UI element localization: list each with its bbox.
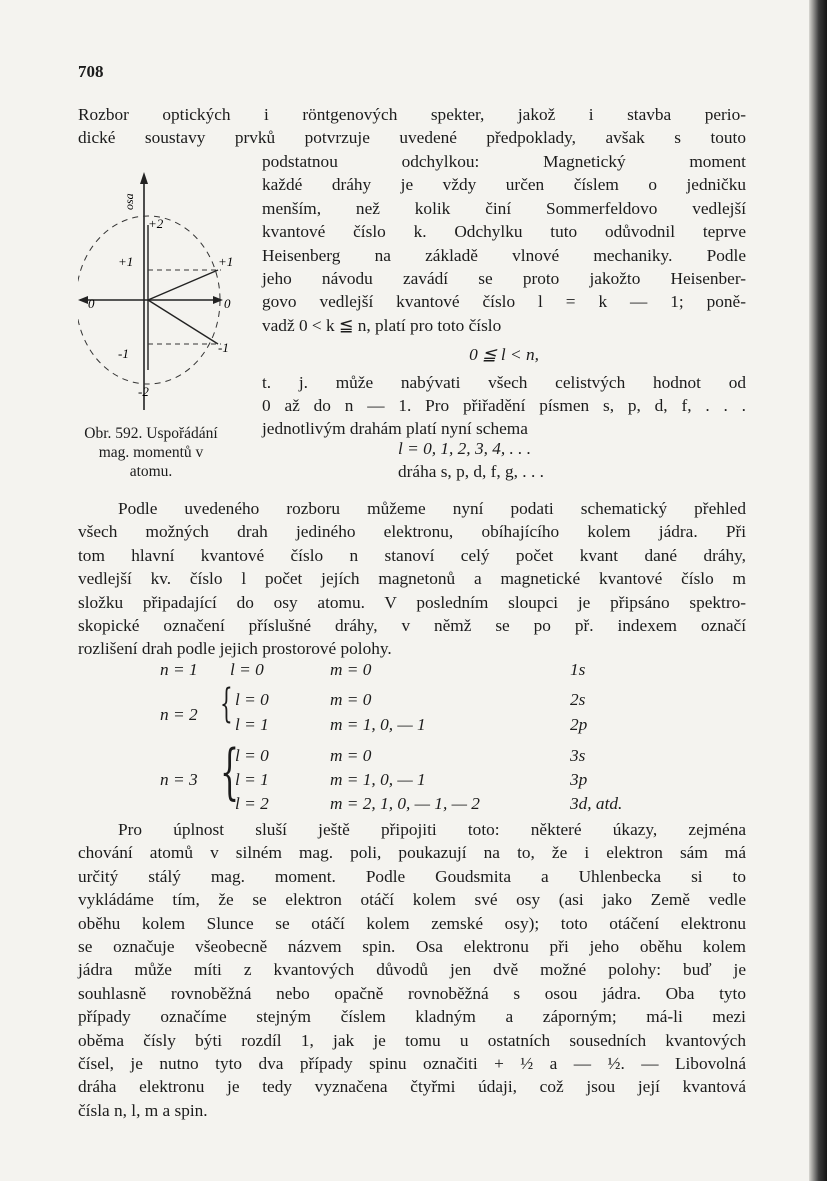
table-cell-l: l = 1 <box>235 770 269 789</box>
table-cell-l: l = 0 <box>235 746 269 765</box>
para-line: skopické označení příslušné dráhy, v němž se po př. indexem označí <box>78 616 746 636</box>
table-cell-m: m = 2, 1, 0, — 1, — 2 <box>330 794 480 813</box>
formula-l-range: 0 ≦ l < n, <box>469 345 539 365</box>
para-line: rozlišení drah podle jejich prostorové polohy. <box>78 639 392 659</box>
right-line: t. j. může nabývati všech celistvých hodnot od <box>262 372 746 392</box>
brace-n2: { <box>220 681 233 727</box>
table-cell-l: l = 0 <box>230 660 264 679</box>
table-cell-l: l = 2 <box>235 794 269 813</box>
figure-caption: Obr. 592. Uspořádání mag. momentů v atomu. <box>84 425 218 480</box>
vector-plus1 <box>148 270 218 300</box>
para-line: jádra může míti z kvantových důvodů jen dvě možné polohy: buď je <box>78 960 746 980</box>
schema-line-orbit: dráha s, p, d, f, g, . . . <box>398 462 544 482</box>
table-cell-orbit: 2s <box>570 690 586 709</box>
para-line: se označuje všeobecně názvem spin. Osa elektronu při jeho oběhu kolem <box>78 937 746 957</box>
table-cell-orbit: 1s <box>570 660 586 679</box>
right-line: 0 až do n — 1. Pro přiřadění písmen s, p, d, f, . . . <box>262 396 746 416</box>
table-cell-m: m = 1, 0, — 1 <box>330 770 426 789</box>
right-line: Heisenberg na základě vlnové mechaniky. Podle <box>262 245 746 265</box>
para-line: určitý stálý mag. moment. Podle Goudsmita a Uhlenbecka si to <box>78 866 746 886</box>
axis-label: osa <box>122 193 136 210</box>
schema-block <box>398 437 544 484</box>
para-line: oběma čísly býti rozdíl 1, jak je tomu u ostatních sousedních kvantových <box>78 1030 746 1050</box>
right-line: podstatnou odchylkou: Magnetický moment <box>262 152 746 171</box>
table-cell-m: m = 0 <box>330 690 372 709</box>
right-line: každé dráhy je vždy určen číslem o jedničku <box>262 175 746 195</box>
para-line: chování atomů v silném mag. poli, poukazují na to, že i elektron sám má <box>78 843 746 863</box>
table-cell-m: m = 0 <box>330 660 372 679</box>
right-line: govo vedlejší kvantové číslo l = k — 1; poně- <box>262 292 746 312</box>
label-minus1-left: -1 <box>118 346 129 361</box>
table-cell-orbit: 2p <box>570 715 588 734</box>
para-line: případy označíme stejným číslem kladným a záporným; má-li mezi <box>78 1007 746 1027</box>
para-line: složku připadající do osy atomu. V posledním sloupci je připsáno spektro- <box>78 592 746 612</box>
right-arrow-icon <box>213 296 223 304</box>
table-cell-l: l = 0 <box>235 690 269 709</box>
spin-paragraph <box>78 818 746 1122</box>
label-minus1-right: -1 <box>218 340 229 355</box>
table-cell-n: n = 3 <box>160 770 198 789</box>
right-line: kvantové číslo k. Odchylku tuto odůvodnil teprve <box>262 222 746 242</box>
para-line: všech možných drah jediného elektronu, obíhajícího kolem jádra. Při <box>78 522 746 542</box>
right-line: jednotlivým drahám platí nyní schema <box>262 419 528 439</box>
para-line: vykládáme tím, že se elektron otáčí kolem své osy (asi jako Země vedle <box>78 890 746 910</box>
table-cell-orbit: 3p <box>570 770 588 789</box>
label-zero-left: 0 <box>88 296 95 311</box>
label-plus2: +2 <box>148 216 164 231</box>
para-line: čísel, je nutno tyto dva případy spinu označiti + ½ a — ½. — Libovolná <box>78 1054 746 1074</box>
brace-n3: { <box>220 737 240 807</box>
label-plus1-right: +1 <box>218 254 234 269</box>
table-cell-n: n = 1 <box>160 660 198 679</box>
para-line: čísla n, l, m a spin. <box>78 1100 208 1120</box>
axis-arrow-icon <box>140 172 148 184</box>
intro-line: Rozbor optických i röntgenových spekter, jakož i stavba perio- <box>78 105 746 124</box>
para-line: Podle uvedeného rozboru můžeme nyní podati schematický přehled <box>118 499 746 518</box>
table-cell-l: l = 1 <box>235 715 269 734</box>
table-cell-m: m = 1, 0, — 1 <box>330 715 426 734</box>
para-line: oběhu kolem Slunce se otáčí kolem zemské osy); toto otáčení elektronu <box>78 913 746 933</box>
table-cell-orbit: 3s <box>570 746 586 765</box>
right-line: menším, než kolik činí Sommerfeldovo vedlejší <box>262 198 746 218</box>
magnetic-moment-diagram <box>78 170 258 420</box>
vector-minus1 <box>148 300 218 344</box>
para-line: vedlejší kv. číslo l počet jejích magnetonů a magnetické kvantové číslo m <box>78 569 746 589</box>
para-line: Pro úplnost sluší ještě připojiti toto: některé úkazy, zejména <box>118 820 746 839</box>
table-cell-n: n = 2 <box>160 705 198 724</box>
intro-paragraph <box>78 103 746 150</box>
label-zero-right: 0 <box>224 296 231 311</box>
para-line: tom hlavní kvantové číslo n stanoví celý počet kvant dané dráhy, <box>78 545 746 565</box>
label-plus1-left: +1 <box>118 254 134 269</box>
intro-line: dické soustavy prvků potvrzuje uvedené předpoklady, avšak s touto <box>78 128 746 148</box>
table-cell-m: m = 0 <box>330 746 372 765</box>
right-line: jeho návodu zavádí se proto jakožto Heisenber- <box>262 269 746 289</box>
label-minus2: -2 <box>138 384 149 399</box>
page-number: 708 <box>78 62 104 81</box>
table-cell-orbit: 3d, atd. <box>570 794 623 813</box>
page-binding-edge <box>809 0 827 1181</box>
overview-paragraph <box>78 497 746 661</box>
para-line: souhlasně rovnoběžná nebo opačně rovnoběžná s osou jádra. Oba tyto <box>78 983 746 1003</box>
right-column-text <box>262 150 746 441</box>
left-arrow-icon <box>78 296 88 304</box>
right-line: vadž 0 < k ≦ n, platí pro toto číslo <box>262 315 502 335</box>
para-line: dráha elektronu je tedy vyznačena čtyřmi údaji, což jsou její kvantová <box>78 1077 746 1097</box>
schema-line-l: l = 0, 1, 2, 3, 4, . . . <box>398 439 532 458</box>
